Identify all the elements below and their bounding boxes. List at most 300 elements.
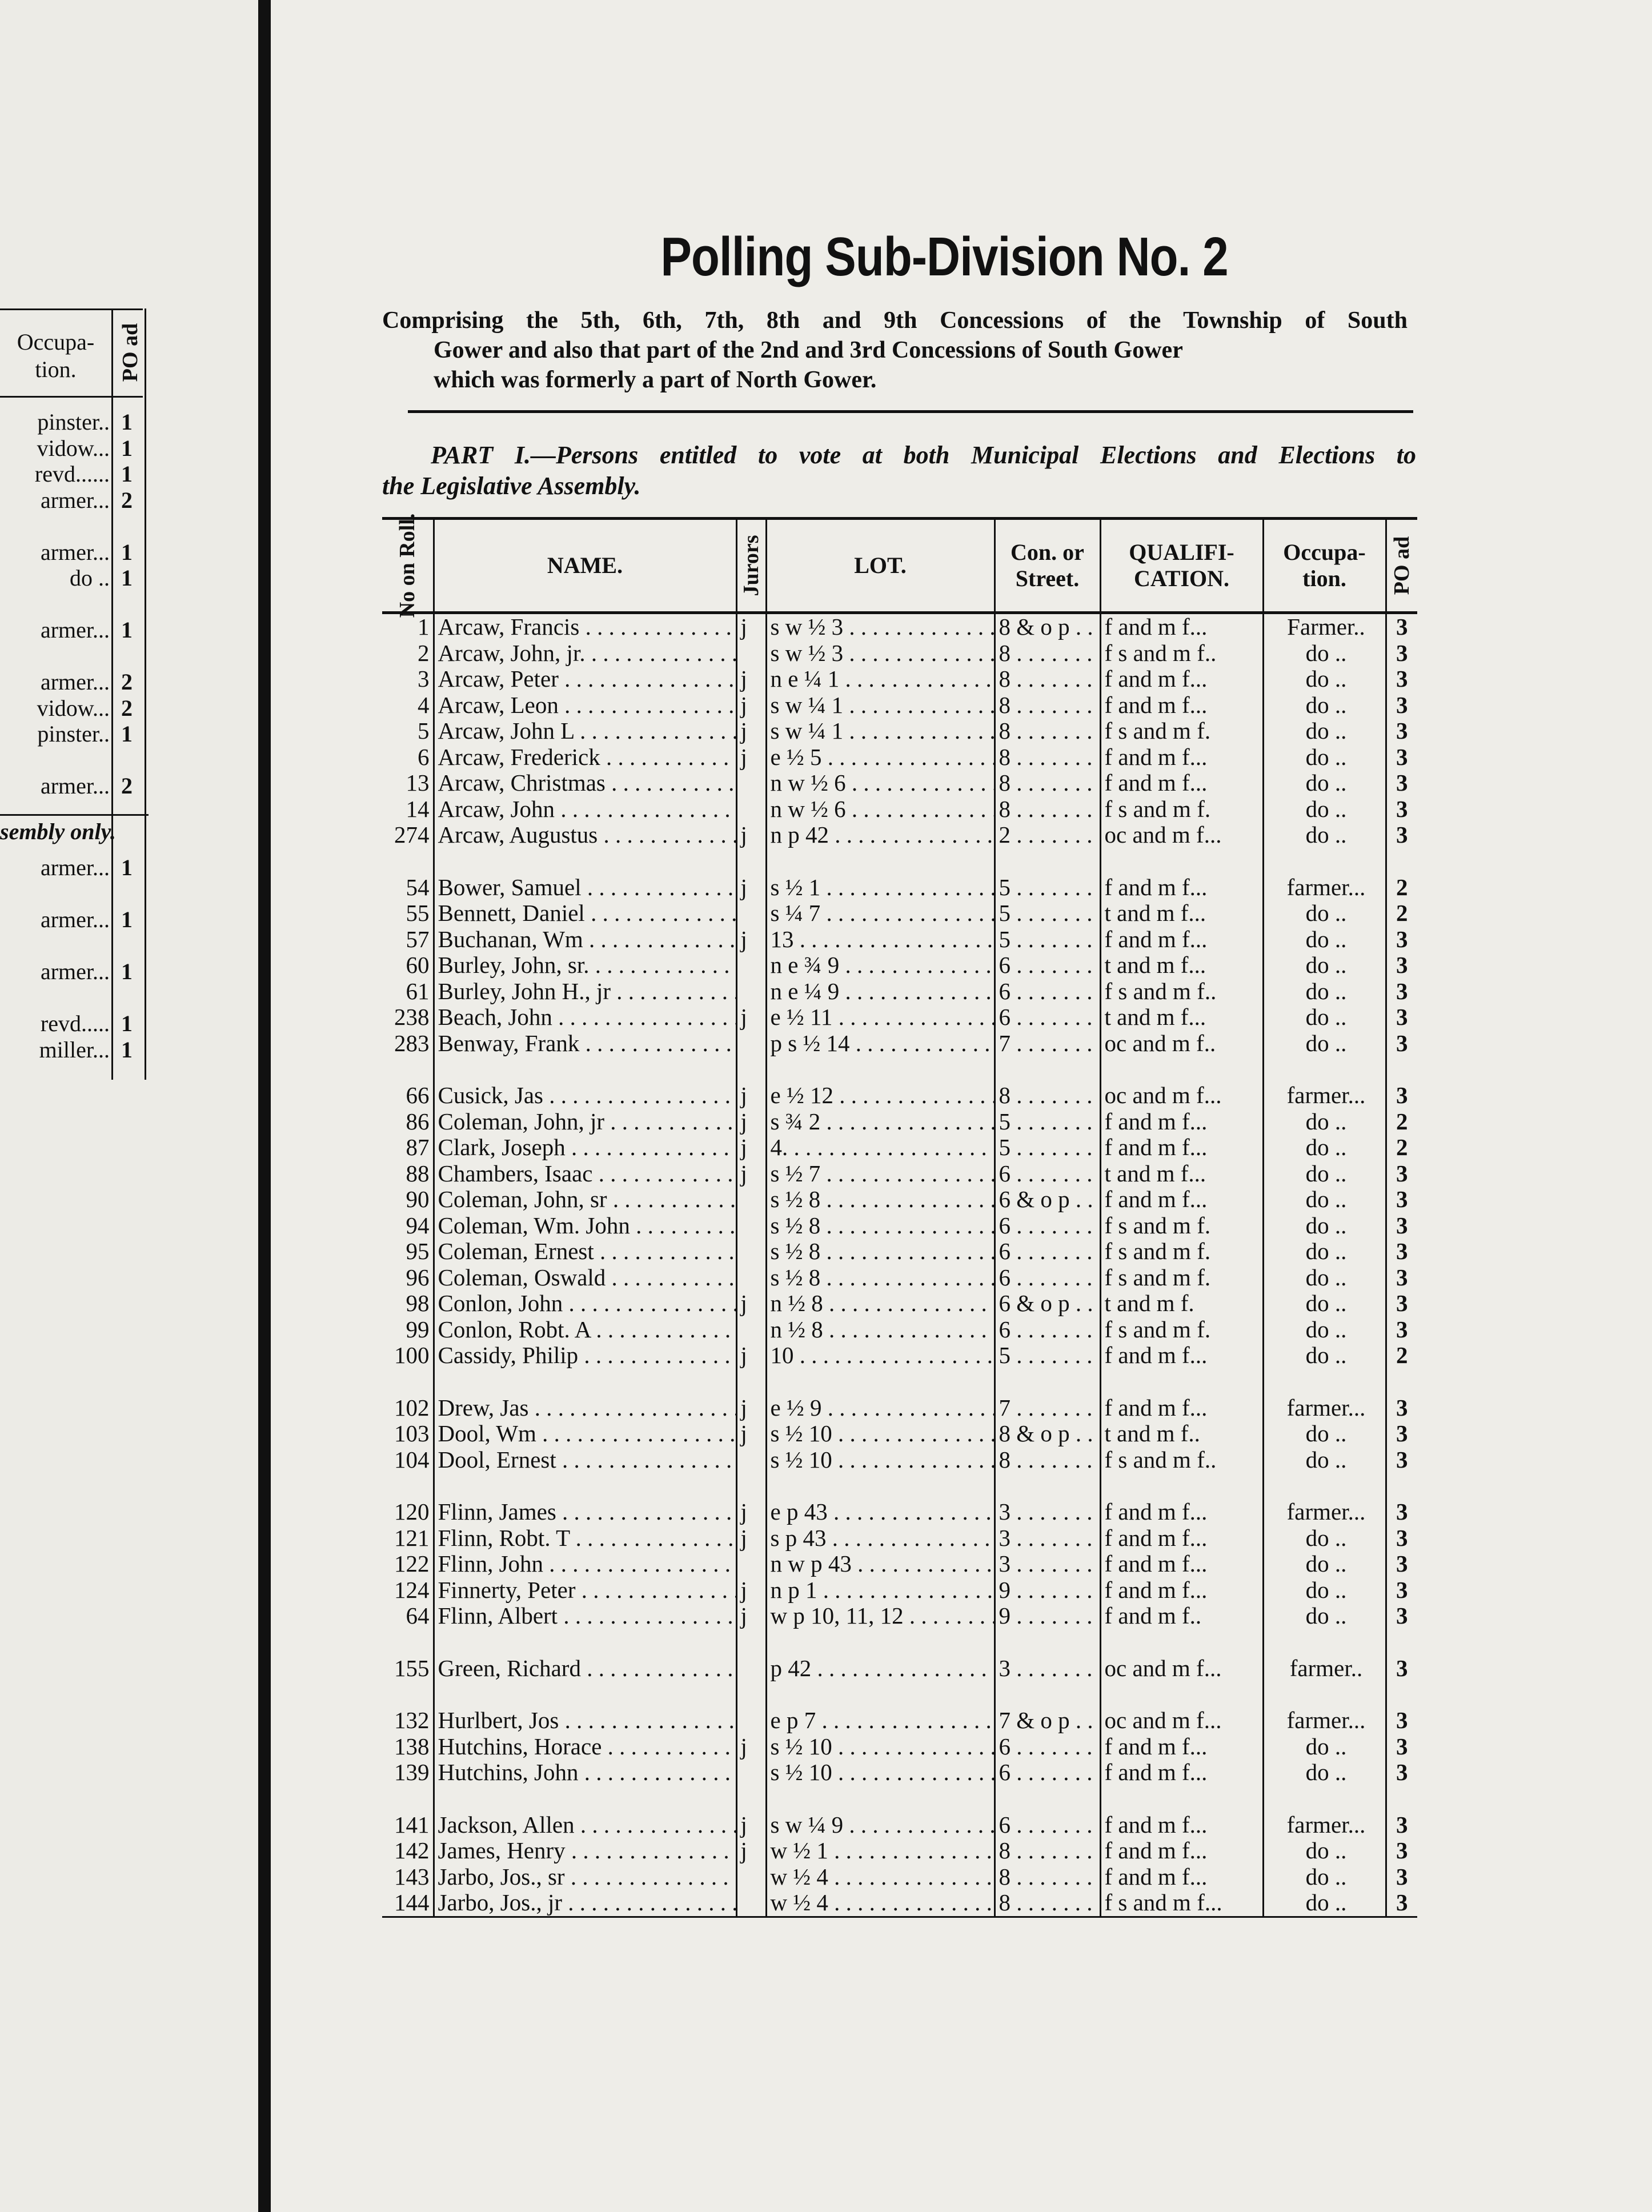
previous-page-occupation: do .. [70, 565, 110, 591]
table-row [382, 1265, 1417, 1291]
qualification: f and m f... [1104, 744, 1208, 770]
lot: n e ¼ 1 . . . [771, 666, 995, 692]
juror-mark-cell [736, 1161, 766, 1187]
post-office-cell [1386, 875, 1417, 901]
roll-number-cell [382, 1239, 434, 1265]
previous-page-po: 1 [121, 565, 133, 591]
occupation-cell [1263, 640, 1386, 667]
post-office-cell [1386, 952, 1417, 979]
roll-number: 14 [406, 796, 430, 822]
voter-name-cell [434, 1265, 736, 1291]
voter-name-cell [434, 1031, 736, 1057]
post-office: 3 [1396, 1760, 1408, 1785]
voter-name: Arcaw, John . . . [438, 796, 737, 822]
voter-name: Green, Richard . . . [438, 1656, 737, 1681]
occupation: do .. [1305, 1733, 1347, 1760]
previous-page-po: 1 [121, 539, 133, 565]
juror-mark-cell [736, 1213, 766, 1239]
juror-mark-cell [736, 1135, 766, 1161]
spacer-cell [995, 1629, 1100, 1656]
header-name: NAME. [434, 519, 736, 613]
concession: 6 . . . [999, 1734, 1101, 1760]
lot-cell [766, 1004, 995, 1031]
qualification: f and m f... [1104, 614, 1208, 640]
juror-mark-cell [736, 822, 766, 848]
spacer-cell [1263, 1473, 1386, 1499]
lot: e ½ 12 . . . [771, 1083, 995, 1108]
voter-name-cell [434, 979, 736, 1005]
post-office-cell [1386, 1161, 1417, 1187]
roll-number: 60 [406, 952, 430, 978]
occupation: do .. [1305, 1004, 1347, 1030]
concession: 9 . . . [999, 1577, 1101, 1603]
concession-cell [995, 796, 1100, 823]
spacer-cell [766, 848, 995, 875]
spacer-cell [382, 1629, 434, 1656]
post-office: 3 [1396, 718, 1408, 744]
lot-cell [766, 1083, 995, 1109]
qualification: f and m f... [1104, 1864, 1208, 1890]
roll-number: 94 [406, 1212, 430, 1239]
lot: s w ¼ 1 . . . [771, 692, 995, 718]
concession-cell [995, 1343, 1100, 1369]
spacer-cell [736, 1473, 766, 1499]
previous-page-occupation: armer... [40, 907, 110, 932]
juror-mark: j [740, 1083, 747, 1108]
spacer-cell [1263, 1629, 1386, 1656]
table-row [382, 1031, 1417, 1057]
post-office: 3 [1396, 1160, 1408, 1187]
juror-mark-cell [736, 1395, 766, 1421]
spacer-cell [766, 1056, 995, 1083]
juror-mark-cell [736, 1083, 766, 1109]
concession: 3 . . . [999, 1525, 1101, 1551]
voter-name: Coleman, John, jr . . . [438, 1109, 737, 1135]
roll-number-cell [382, 796, 434, 823]
occupation: do .. [1305, 1864, 1347, 1890]
roll-number: 283 [394, 1030, 430, 1056]
spacer-cell [1100, 1681, 1263, 1708]
roll-number: 54 [406, 874, 430, 900]
post-office: 3 [1396, 926, 1408, 952]
post-office-cell [1386, 900, 1417, 927]
lot-cell [766, 1239, 995, 1265]
part-heading [382, 440, 1416, 502]
occupation: farmer... [1286, 1394, 1366, 1421]
voter-name: Coleman, Oswald . . . [438, 1265, 737, 1291]
roll-number-cell [382, 640, 434, 667]
occupation-cell [1263, 927, 1386, 953]
qualification-cell [1100, 1734, 1263, 1760]
occupation: do .. [1305, 978, 1347, 1004]
table-row [382, 796, 1417, 823]
voter-name-cell [434, 875, 736, 901]
lot-cell [766, 613, 995, 640]
concession: 6 . . . [999, 1265, 1101, 1291]
roll-number-cell [382, 1161, 434, 1187]
occupation: do .. [1305, 666, 1347, 692]
voter-name-cell [434, 1213, 736, 1239]
header-jurors: Jurors [736, 519, 766, 613]
concession-cell [995, 1213, 1100, 1239]
voter-name: Jarbo, Jos., sr . . . [438, 1864, 737, 1890]
table-row [382, 1525, 1417, 1552]
spacer-cell [1100, 1369, 1263, 1395]
voter-name: Conlon, Robt. A . . . [438, 1317, 737, 1343]
juror-mark-cell [736, 692, 766, 719]
qualification-cell [1100, 770, 1263, 796]
qualification: t and m f... [1104, 900, 1206, 926]
qualification: f and m f... [1104, 770, 1208, 796]
table-row [382, 1864, 1417, 1890]
concession: 3 . . . [999, 1499, 1101, 1525]
juror-mark-cell [736, 1734, 766, 1760]
header-qualification: QUALIFI- CATION. [1100, 519, 1263, 613]
spacer-cell [1263, 1681, 1386, 1708]
spacer-cell [736, 1629, 766, 1656]
roll-number-cell [382, 1135, 434, 1161]
juror-mark: j [740, 1499, 747, 1525]
roll-number-cell [382, 875, 434, 901]
juror-mark: j [740, 744, 747, 770]
voter-name-cell [434, 1525, 736, 1552]
roll-number: 274 [394, 822, 430, 848]
post-office-cell [1386, 770, 1417, 796]
post-office: 3 [1396, 1708, 1408, 1733]
roll-number-cell [382, 1317, 434, 1343]
previous-page-po: 1 [121, 409, 133, 435]
spacer-cell [1100, 1629, 1263, 1656]
voter-name: Jackson, Allen . . . [438, 1812, 737, 1838]
lot-cell [766, 640, 995, 667]
occupation: do .. [1305, 1160, 1347, 1187]
qualification-cell [1100, 796, 1263, 823]
roll-number-cell [382, 666, 434, 692]
occupation: do .. [1305, 692, 1347, 718]
juror-mark-cell [736, 796, 766, 823]
voter-name-cell [434, 796, 736, 823]
lot: e p 43 . . . [771, 1499, 995, 1525]
voter-name: Bennett, Daniel . . . [438, 900, 737, 926]
table-row [382, 1421, 1417, 1447]
concession: 7 & o p . . . [999, 1708, 1101, 1733]
juror-mark-cell [736, 1838, 766, 1864]
previous-page-fragment [0, 0, 258, 2212]
juror-mark: j [740, 1108, 747, 1135]
occupation-cell [1263, 900, 1386, 927]
concession-cell [995, 1317, 1100, 1343]
qualification-cell [1100, 1864, 1263, 1890]
lot: s ½ 8 . . . [771, 1265, 995, 1291]
juror-mark-cell [736, 770, 766, 796]
roll-number-cell [382, 822, 434, 848]
concession-cell [995, 1265, 1100, 1291]
previous-page-po: 2 [121, 773, 133, 799]
roll-number: 104 [394, 1446, 430, 1473]
qualification: f s and m f.. [1104, 1446, 1217, 1473]
lot-cell [766, 1031, 995, 1057]
qualification-cell [1100, 1161, 1263, 1187]
post-office-cell [1386, 1265, 1417, 1291]
post-office-cell [1386, 1890, 1417, 1917]
header-lot: LOT. [766, 519, 995, 613]
post-office: 3 [1396, 1264, 1408, 1291]
post-office-cell [1386, 1447, 1417, 1473]
table-row [382, 979, 1417, 1005]
lot: e ½ 11 . . . [771, 1004, 995, 1030]
lot-cell [766, 875, 995, 901]
table-row [382, 1551, 1417, 1577]
post-office: 3 [1396, 978, 1408, 1004]
occupation-cell [1263, 1577, 1386, 1604]
voter-name-cell [434, 1291, 736, 1317]
occupation: do .. [1305, 1135, 1347, 1160]
qualification: f and m f... [1104, 1551, 1208, 1577]
voter-name-cell [434, 1239, 736, 1265]
header-no-on-roll: No on Roll. [382, 519, 434, 613]
spacer-cell [434, 1473, 736, 1499]
post-office: 3 [1396, 1291, 1408, 1316]
table-row [382, 666, 1417, 692]
qualification-cell [1100, 1213, 1263, 1239]
roll-number: 138 [394, 1733, 430, 1760]
lot-cell [766, 1890, 995, 1917]
occupation: farmer... [1286, 874, 1366, 900]
spacer-cell [736, 1056, 766, 1083]
lot-cell [766, 1109, 995, 1135]
lot: s ½ 8 . . . [771, 1213, 995, 1239]
roll-number-cell [382, 1395, 434, 1421]
spacer-cell [382, 1786, 434, 1812]
voter-name-cell [434, 1656, 736, 1682]
spacer-cell [434, 1786, 736, 1812]
table-row [382, 900, 1417, 927]
spacer-cell [382, 1473, 434, 1499]
voter-name-cell [434, 1577, 736, 1604]
previous-page-occupation: vidow... [37, 695, 110, 721]
qualification-cell [1100, 900, 1263, 927]
concession-cell [995, 640, 1100, 667]
concession-cell [995, 1812, 1100, 1838]
post-office-cell [1386, 1499, 1417, 1525]
juror-mark: j [740, 1343, 747, 1368]
post-office: 3 [1396, 1030, 1408, 1056]
table-row [382, 1083, 1417, 1109]
lot: s ½ 10 . . . [771, 1760, 995, 1785]
previous-page-po: 1 [121, 461, 133, 487]
roll-number: 64 [406, 1603, 430, 1629]
juror-mark-cell [736, 900, 766, 927]
roll-number-cell [382, 1213, 434, 1239]
spacer-cell [766, 1786, 995, 1812]
document-page [271, 0, 1652, 2212]
juror-mark-cell [736, 1031, 766, 1057]
previous-page-po: 2 [121, 487, 133, 513]
spacer-cell [766, 1473, 995, 1499]
post-office: 3 [1396, 1239, 1408, 1264]
post-office-cell [1386, 1421, 1417, 1447]
previous-page-po: 2 [121, 669, 133, 695]
qualification: f and m f... [1104, 874, 1208, 900]
post-office-cell [1386, 692, 1417, 719]
lot: s w ½ 3 . . . [771, 614, 995, 640]
juror-mark: j [740, 926, 747, 952]
post-office-cell [1386, 927, 1417, 953]
post-office: 3 [1396, 1838, 1408, 1864]
roll-number-cell [382, 1265, 434, 1291]
juror-mark-cell [736, 1864, 766, 1890]
qualification-cell [1100, 1317, 1263, 1343]
occupation: do .. [1305, 1760, 1347, 1785]
lot-cell [766, 1603, 995, 1629]
qualification: f and m f... [1104, 1733, 1208, 1760]
roll-number: 103 [394, 1421, 430, 1446]
post-office-cell [1386, 1812, 1417, 1838]
voter-name-cell [434, 927, 736, 953]
voter-name: Finnerty, Peter . . . [438, 1577, 737, 1603]
lot: s w ¼ 9 . . . [771, 1812, 995, 1838]
qualification-cell [1100, 1239, 1263, 1265]
spacer-cell [1386, 1629, 1417, 1656]
page-title: Polling Sub-Division No. 2 [660, 226, 1228, 287]
voter-name: James, Henry . . . [438, 1838, 737, 1864]
table-row [382, 1187, 1417, 1213]
concession-cell [995, 1291, 1100, 1317]
voter-name-cell [434, 952, 736, 979]
occupation-cell [1263, 1656, 1386, 1682]
previous-page-occupation: miller... [39, 1036, 110, 1063]
previous-page-occupation: armer... [40, 959, 110, 984]
occupation-cell [1263, 1265, 1386, 1291]
voter-name: Flinn, Robt. T . . . [438, 1525, 737, 1551]
post-office: 3 [1396, 1316, 1408, 1343]
concession: 3 . . . [999, 1551, 1101, 1577]
voter-name-cell [434, 1421, 736, 1447]
voter-name-cell [434, 744, 736, 771]
concession: 8 . . . [999, 666, 1101, 692]
roll-number-cell [382, 1109, 434, 1135]
juror-mark-cell [736, 1812, 766, 1838]
juror-mark: j [740, 1160, 747, 1187]
spacer-cell [995, 1056, 1100, 1083]
roll-number: 88 [406, 1160, 430, 1187]
concession-cell [995, 692, 1100, 719]
post-office: 3 [1396, 1812, 1408, 1838]
post-office-cell [1386, 1525, 1417, 1552]
occupation: do .. [1305, 1187, 1347, 1212]
concession-cell [995, 1083, 1100, 1109]
juror-mark-cell [736, 952, 766, 979]
qualification: t and m f... [1104, 952, 1206, 978]
voter-name-cell [434, 1161, 736, 1187]
occupation-cell [1263, 1864, 1386, 1890]
concession-cell [995, 744, 1100, 771]
occupation-cell [1263, 1421, 1386, 1447]
qualification: oc and m f... [1104, 822, 1222, 848]
occupation-cell [1263, 1551, 1386, 1577]
previous-page-assembly-label: sembly only. [0, 814, 149, 845]
voter-name-cell [434, 1708, 736, 1734]
qualification-cell [1100, 1031, 1263, 1057]
description [382, 306, 1408, 395]
voter-name-cell [434, 1812, 736, 1838]
qualification-cell [1100, 666, 1263, 692]
description-line-3: which was formerly a part of North Gower. [434, 367, 877, 393]
occupation-cell [1263, 1031, 1386, 1057]
juror-mark-cell [736, 1239, 766, 1265]
roll-number-cell [382, 1291, 434, 1317]
voter-name: Hutchins, John . . . [438, 1760, 737, 1785]
roll-number: 95 [406, 1239, 430, 1264]
concession: 6 & o p . . . [999, 1187, 1101, 1212]
lot: s w ½ 3 . . . [771, 640, 995, 666]
lot-cell [766, 952, 995, 979]
voter-name-cell [434, 1499, 736, 1525]
spacer-cell [434, 848, 736, 875]
roll-number: 122 [394, 1551, 430, 1577]
voter-name: Jarbo, Jos., jr . . . [438, 1890, 737, 1916]
previous-page-occupation: armer... [40, 855, 110, 880]
concession: 6 . . . [999, 1760, 1101, 1785]
occupation-cell [1263, 979, 1386, 1005]
occupation: do .. [1305, 952, 1347, 978]
roll-number-cell [382, 979, 434, 1005]
post-office: 3 [1396, 1733, 1408, 1760]
spacer-cell [434, 1369, 736, 1395]
spacer-cell [1263, 848, 1386, 875]
concession: 8 . . . [999, 1890, 1101, 1916]
qualification: t and m f. [1104, 1291, 1194, 1316]
concession-cell [995, 1525, 1100, 1552]
lot-cell [766, 1421, 995, 1447]
voter-name: Bower, Samuel . . . [438, 875, 737, 900]
lot-cell [766, 1291, 995, 1317]
occupation-cell [1263, 1447, 1386, 1473]
post-office: 3 [1396, 1655, 1408, 1681]
lot: w p 10, 11, 12 . . . [771, 1603, 995, 1629]
lot-cell [766, 900, 995, 927]
qualification: f s and m f... [1104, 1890, 1222, 1916]
qualification-cell [1100, 613, 1263, 640]
juror-mark-cell [736, 718, 766, 744]
group-spacer [382, 1056, 1417, 1083]
post-office-cell [1386, 1760, 1417, 1786]
qualification: f s and m f.. [1104, 978, 1217, 1004]
spacer-cell [995, 1369, 1100, 1395]
post-office-cell [1386, 1864, 1417, 1890]
juror-mark-cell [736, 1577, 766, 1604]
post-office: 2 [1396, 1108, 1408, 1135]
occupation-cell [1263, 796, 1386, 823]
concession-cell [995, 1395, 1100, 1421]
concession: 5 . . . [999, 1109, 1101, 1135]
roll-number-cell [382, 1421, 434, 1447]
spacer-cell [1386, 848, 1417, 875]
post-office: 2 [1396, 900, 1408, 926]
qualification-cell [1100, 1265, 1263, 1291]
post-office: 3 [1396, 1603, 1408, 1629]
header-occupation: Occupa- tion. [1263, 519, 1386, 613]
table-row [382, 613, 1417, 640]
roll-number-cell [382, 927, 434, 953]
voter-name-cell [434, 1734, 736, 1760]
qualification: t and m f.. [1104, 1421, 1200, 1446]
concession-cell [995, 927, 1100, 953]
voter-name: Coleman, John, sr . . . [438, 1187, 737, 1212]
concession-cell [995, 1603, 1100, 1629]
roll-number-cell [382, 1343, 434, 1369]
previous-page-po: 1 [121, 855, 133, 880]
